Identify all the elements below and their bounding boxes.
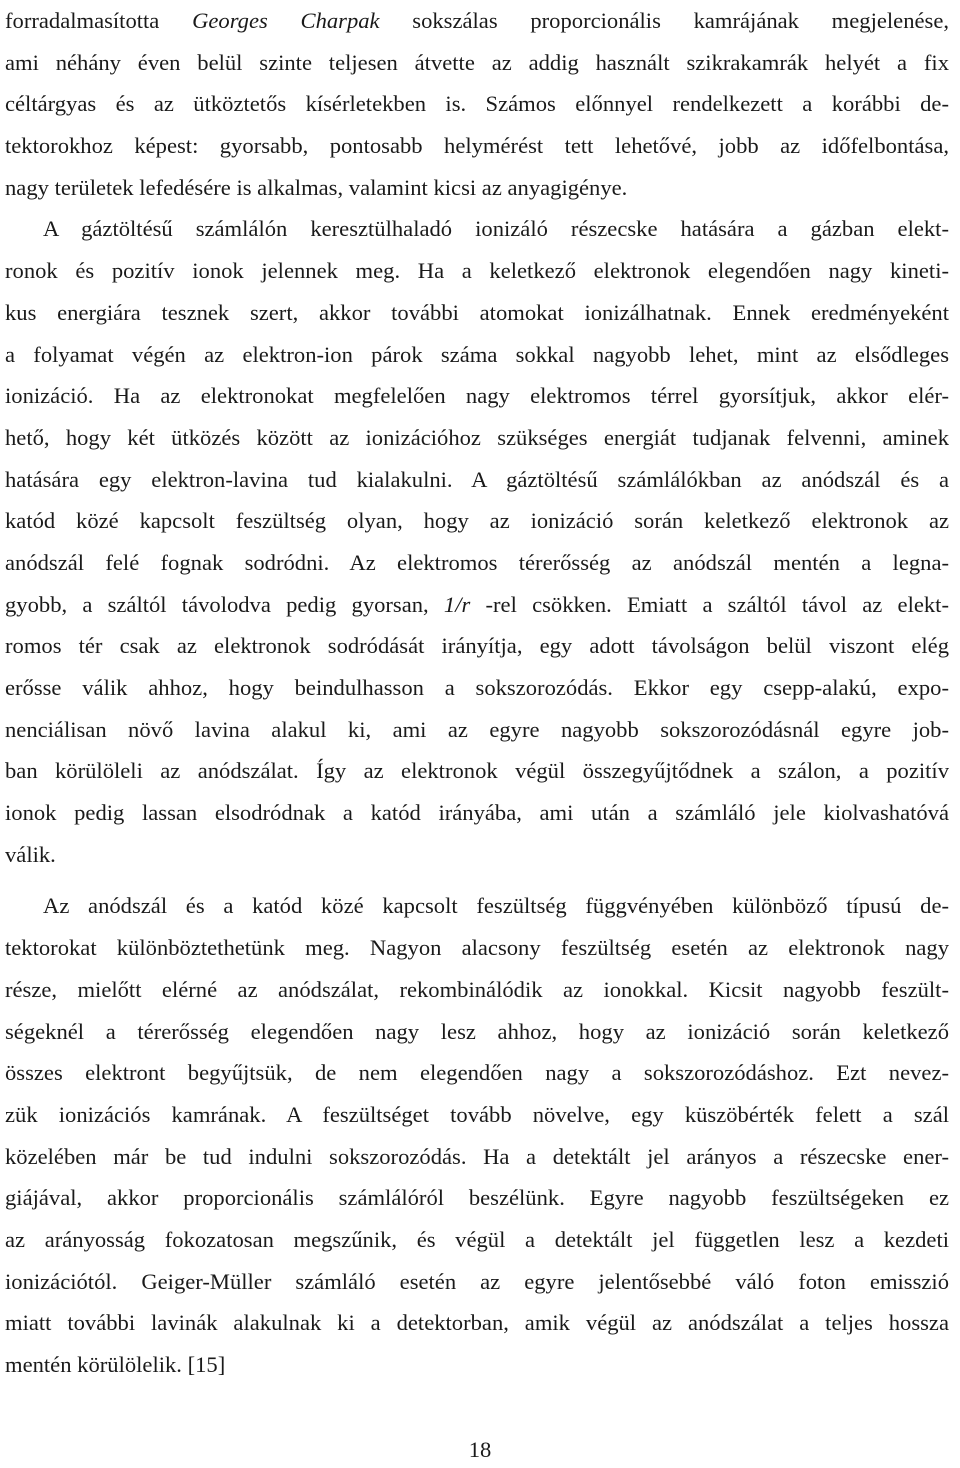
text-line xyxy=(5,0,949,42)
text-run: ronok és pozitív ionok jelennek meg. Ha a keletkező elektronok elegendően nagy kineti- xyxy=(5,258,949,284)
text-run: hető, hogy két ütközés között az ionizációhoz szükséges energiát tudjanak felvenni, aminek xyxy=(5,424,949,450)
text-line xyxy=(5,42,949,84)
document-page xyxy=(5,0,949,1386)
text-line xyxy=(5,208,949,250)
text-line xyxy=(5,417,949,459)
text-line xyxy=(5,927,949,969)
text-run: a folyamat végén az elektron-ion párok száma sokkal nagyobb lehet, mint az elsődleges xyxy=(5,341,949,367)
text-run: nenciálisan növő lavina alakul ki, ami az egyre nagyobb sokszorozódásnál egyre job- xyxy=(5,716,949,742)
text-run: közelében már be tud indulni sokszorozódás. Ha a detektált jel arányos a részecske ener- xyxy=(5,1143,949,1169)
italic-text: 1/r xyxy=(443,591,471,617)
text-run: az arányosság fokozatosan megszűnik, és végül a detektált jel független lesz a kezdeti xyxy=(5,1226,949,1252)
text-run: ionok pedig lassan elsodródnak a katód irányába, ami után a számláló jele kiolvashatóvá xyxy=(5,800,949,826)
text-run: miatt további lavinák alakulnak ki a detektorban, amik végül az anódszálat a teljes hossza xyxy=(5,1310,949,1336)
text-run: forradalmasította xyxy=(5,8,193,33)
text-run: céltárgyas és az ütköztetős kísérletekben is. Számos előnnyel rendelkezett a korábbi de- xyxy=(5,91,949,117)
text-run: giájával, akkor proporcionális számlálóról beszélünk. Egyre nagyobb feszültségeken ez xyxy=(5,1185,949,1211)
text-run: tektorokat különböztethetünk meg. Nagyon alacsony feszültség esetén az elektronok nagy xyxy=(5,935,949,961)
text-run: része, mielőtt elérné az anódszálat, rekombinálódik az ionokkal. Kicsit nagyobb feszült- xyxy=(5,976,949,1002)
text-run: gyobb, a száltól távolodva pedig gyorsan, xyxy=(5,591,444,617)
text-line xyxy=(5,375,949,417)
text-line xyxy=(5,667,949,709)
text-line xyxy=(5,1177,949,1219)
text-run: ionizáció. Ha az elektronokat megfelelően nagy elektromos térrel gyorsítjuk, akkor elér- xyxy=(5,383,949,409)
text-run: válik. xyxy=(5,841,56,867)
text-run: erősse válik ahhoz, hogy beindulhasson a sokszorozódás. Ekkor egy csepp-alakú, expo- xyxy=(5,675,949,700)
text-run: Az anódszál és a katód közé kapcsolt feszültség függvényében különböző típusú de- xyxy=(43,893,949,919)
text-line xyxy=(5,1136,949,1178)
text-line xyxy=(5,625,949,667)
text-line xyxy=(5,167,949,209)
text-line xyxy=(5,969,949,1011)
text-line xyxy=(5,792,949,834)
text-run: kus energiára tesznek szert, akkor további atomokat ionizálhatnak. Ennek eredményeként xyxy=(5,299,949,325)
text-line xyxy=(5,292,949,334)
text-line xyxy=(5,334,949,376)
text-run: zük ionizációs kamrának. A feszültséget tovább növelve, egy küszöbérték felett a szál xyxy=(5,1101,949,1127)
text-line xyxy=(5,542,949,584)
text-line xyxy=(5,1302,949,1344)
paragraph-1 xyxy=(5,0,949,208)
page-number: 18 xyxy=(468,1437,492,1462)
text-line xyxy=(5,1094,949,1136)
text-line xyxy=(5,1344,949,1386)
text-run: tektorokhoz képest: gyorsabb, pontosabb helymérést tett lehetővé, jobb az időfelbontása, xyxy=(5,133,949,159)
text-run: hatására egy elektron-lavina tud kialakulni. A gáztöltésű számlálókban az anódszál és a xyxy=(5,466,949,492)
text-run: A gáztöltésű számlálón keresztülhaladó ionizáló részecske hatására a gázban elekt- xyxy=(43,216,949,242)
paragraph-3 xyxy=(5,885,949,1385)
text-line xyxy=(5,1219,949,1261)
text-run: mentén körülölelik. [15] xyxy=(5,1352,226,1377)
text-line xyxy=(5,834,949,876)
text-line xyxy=(5,1261,949,1303)
paragraph-2 xyxy=(5,208,949,875)
text-line xyxy=(5,459,949,501)
text-run: katód közé kapcsolt feszültség olyan, hogy az ionizáció során keletkező elektronok az xyxy=(5,508,949,534)
text-run: ionizációtól. Geiger-Müller számláló esetén az egyre jelentősebbé váló foton emisszió xyxy=(5,1268,949,1294)
text-line xyxy=(5,250,949,292)
text-run: összes elektront begyűjtsük, de nem elegendően nagy a sokszorozódáshoz. Ezt nevez- xyxy=(5,1060,949,1086)
text-run: -rel csökken. Emiatt a száltól távol az elekt- xyxy=(470,591,949,617)
text-run: ban körülöleli az anódszálat. Így az elektronok végül összegyűjtődnek a szálon, a pozitív xyxy=(5,758,949,784)
text-run: anódszál felé fognak sodródni. Az elektromos térerősség az anódszál mentén a legna- xyxy=(5,549,949,575)
paragraph-gap xyxy=(5,875,949,885)
text-line xyxy=(5,1011,949,1053)
text-line xyxy=(5,83,949,125)
text-line xyxy=(5,500,949,542)
text-run: nagy területek lefedésére is alkalmas, valamint kicsi az anyagigénye. xyxy=(5,174,628,200)
text-line xyxy=(5,125,949,167)
text-line xyxy=(5,584,949,626)
text-run: ségeknél a térerősség elegendően nagy lesz ahhoz, hogy az ionizáció során keletkező xyxy=(5,1018,949,1044)
text-line xyxy=(5,1052,949,1094)
text-run: romos tér csak az elektronok sodródását irányítja, egy adott távolságon belül viszont elég xyxy=(5,633,949,659)
text-line xyxy=(5,750,949,792)
text-line xyxy=(5,885,949,927)
text-line xyxy=(5,709,949,751)
italic-text: Georges Charpak xyxy=(192,8,380,33)
text-run: sokszálas proporcionális kamrájának megjelenése, xyxy=(379,8,949,33)
text-run: ami néhány éven belül szinte teljesen átvette az addig használt szikrakamrák helyét a fix xyxy=(5,49,949,75)
